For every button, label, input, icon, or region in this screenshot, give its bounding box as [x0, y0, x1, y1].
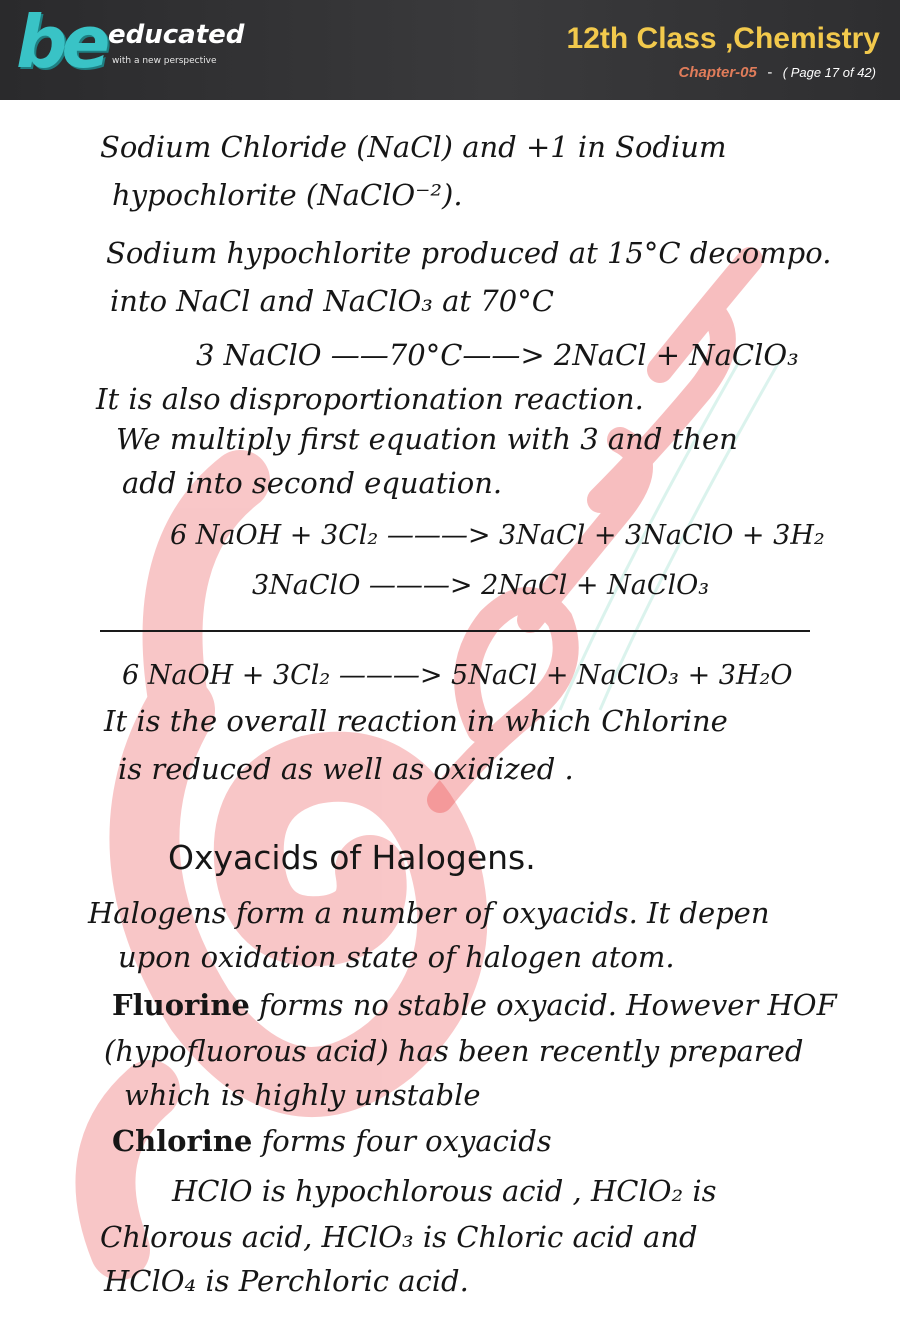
beeducated-logo[interactable] [12, 0, 245, 92]
note-text: forms no stable oxyacid. However HOF [259, 988, 837, 1022]
note-line: into NaCl and NaClO₃ at 70°C [110, 284, 554, 318]
chapter-label: Chapter-05 [678, 64, 757, 81]
note-line: It is also disproportionation reaction. [96, 382, 644, 416]
separator: - [767, 64, 773, 81]
note-line: which is highly unstable [124, 1078, 481, 1112]
note-line: HClO₄ is Perchloric acid. [104, 1264, 469, 1298]
logo-be-mark: be [16, 0, 105, 84]
handwritten-notes [0, 100, 900, 1321]
page-header [0, 0, 900, 100]
note-line: add into second equation. [122, 466, 503, 500]
fluorine-term: Fluorine [112, 988, 250, 1022]
chapter-line [679, 64, 877, 82]
equation: 3NaClO ———> 2NaCl + NaClO₃ [252, 570, 710, 601]
section-heading: Oxyacids of Halogens. [168, 838, 536, 877]
note-line: upon oxidation state of halogen atom. [118, 940, 675, 974]
chlorine-term: Chlorine [112, 1124, 253, 1158]
equation: 6 NaOH + 3Cl₂ ———> 5NaCl + NaClO₃ + 3H₂O [122, 660, 793, 691]
page-indicator: ( Page 17 of 42) [782, 65, 876, 80]
note-line: is reduced as well as oxidized . [118, 752, 574, 786]
note-line: Sodium hypochlorite produced at 15°C decompo. [106, 236, 832, 270]
note-line: hypochlorite (NaClO⁻²). [112, 178, 463, 212]
note-line: Chlorous acid, HClO₃ is Chloric acid and [100, 1220, 698, 1254]
equation: 3 NaClO ——70°C——> 2NaCl + NaClO₃ [196, 338, 799, 372]
note-line [112, 988, 837, 1022]
note-line: Sodium Chloride (NaCl) and +1 in Sodium [100, 130, 727, 164]
logo-wordmark: educated [108, 20, 245, 50]
note-line: Halogens form a number of oxyacids. It depen [88, 896, 770, 930]
note-text: forms four oxyacids [261, 1124, 552, 1158]
note-line: We multiply first equation with 3 and then [116, 422, 738, 456]
note-line: (hypofluorous acid) has been recently prepared [104, 1034, 804, 1068]
logo-tagline: with a new perspective [112, 56, 217, 66]
note-line: HClO is hypochlorous acid , HClO₂ is [172, 1174, 717, 1208]
note-line [112, 1124, 552, 1158]
note-line: It is the overall reaction in which Chlorine [104, 704, 728, 738]
page-title: 12th Class ,Chemistry [566, 22, 880, 55]
divider [100, 630, 810, 632]
equation: 6 NaOH + 3Cl₂ ———> 3NaCl + 3NaClO + 3H₂ [170, 520, 825, 551]
